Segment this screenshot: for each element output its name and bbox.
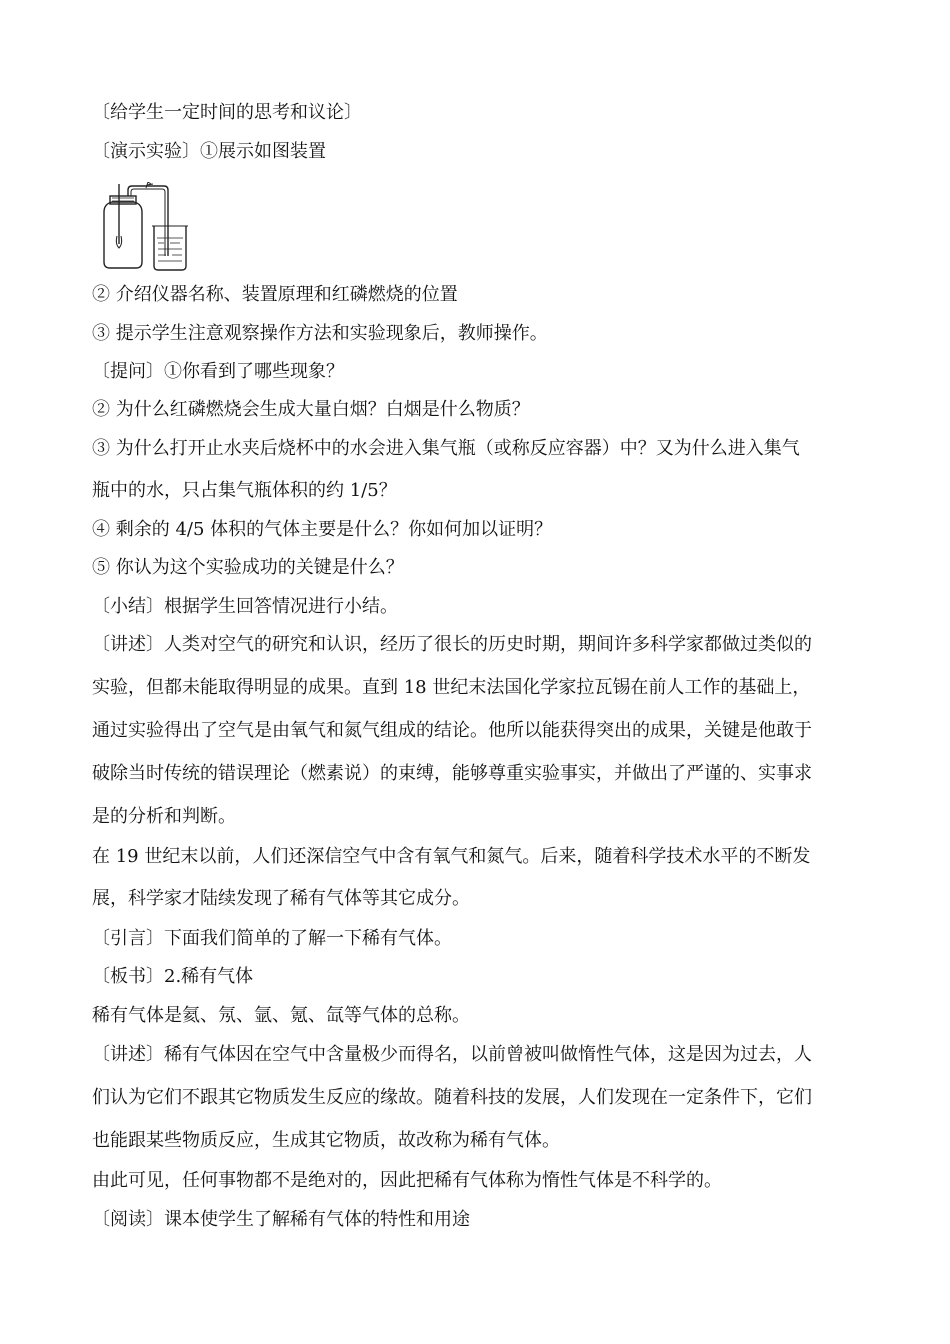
text-line: 〔板书〕2.稀有气体 — [92, 966, 254, 987]
text-line: 们认为它们不跟其它物质发生反应的缘故。随着科技的发展，人们发现在一定条件下，它们 — [92, 1087, 812, 1108]
text-line: 〔演示实验〕①展示如图装置 — [92, 141, 326, 162]
text-line: ④ 剩余的 4/5 体积的气体主要是什么？你如何加以证明？ — [92, 519, 553, 540]
text-line: 破除当时传统的错误理论（燃素说）的束缚，能够尊重实验事实，并做出了严谨的、实事求 — [92, 763, 812, 784]
text-line: ③ 为什么打开止水夹后烧杯中的水会进入集气瓶（或称反应容器）中？又为什么进入集气 — [92, 438, 800, 459]
text-line: 〔提问〕①你看到了哪些现象？ — [92, 361, 344, 382]
text-line: 在 19 世纪末以前，人们还深信空气中含有氧气和氮气。后来，随着科学技术水平的不断发 — [92, 846, 811, 867]
text-line: 实验，但都未能取得明显的成果。直到 18 世纪末法国化学家拉瓦锡在前人工作的基础上， — [92, 677, 811, 698]
text-line: 〔阅读〕课本使学生了解稀有气体的特性和用途 — [92, 1209, 470, 1230]
text-line: 〔讲述〕稀有气体因在空气中含量极少而得名，以前曾被叫做惰性气体，这是因为过去，人 — [92, 1044, 812, 1065]
text-line: 展，科学家才陆续发现了稀有气体等其它成分。 — [92, 888, 470, 909]
apparatus-drawing — [100, 182, 200, 272]
text-line: 通过实验得出了空气是由氧气和氮气组成的结论。他所以能获得突出的成果，关键是他敢于 — [92, 720, 812, 741]
text-line: ② 为什么红磷燃烧会生成大量白烟？白烟是什么物质？ — [92, 399, 530, 420]
text-line: 〔引言〕下面我们简单的了解一下稀有气体。 — [92, 928, 452, 949]
text-line: 〔给学生一定时间的思考和议论〕 — [92, 102, 362, 123]
text-line: 也能跟某些物质反应，生成其它物质，故改称为稀有气体。 — [92, 1130, 560, 1151]
text-line: 〔小结〕根据学生回答情况进行小结。 — [92, 596, 398, 617]
text-line: 〔讲述〕人类对空气的研究和认识，经历了很长的历史时期，期间许多科学家都做过类似的 — [92, 634, 812, 655]
text-line: ③ 提示学生注意观察操作方法和实验现象后，教师操作。 — [92, 323, 548, 344]
experiment-apparatus-figure — [100, 182, 200, 272]
text-line: 瓶中的水，只占集气瓶体积的约 1/5？ — [92, 480, 397, 501]
text-line: 由此可见，任何事物都不是绝对的，因此把稀有气体称为惰性气体是不科学的。 — [92, 1170, 722, 1191]
text-line: ② 介绍仪器名称、装置原理和红磷燃烧的位置 — [92, 284, 458, 305]
text-line: ⑤ 你认为这个实验成功的关键是什么？ — [92, 557, 404, 578]
text-line: 是的分析和判断。 — [92, 806, 236, 827]
text-line: 稀有气体是氦、氖、氩、氪、氙等气体的总称。 — [92, 1005, 470, 1026]
